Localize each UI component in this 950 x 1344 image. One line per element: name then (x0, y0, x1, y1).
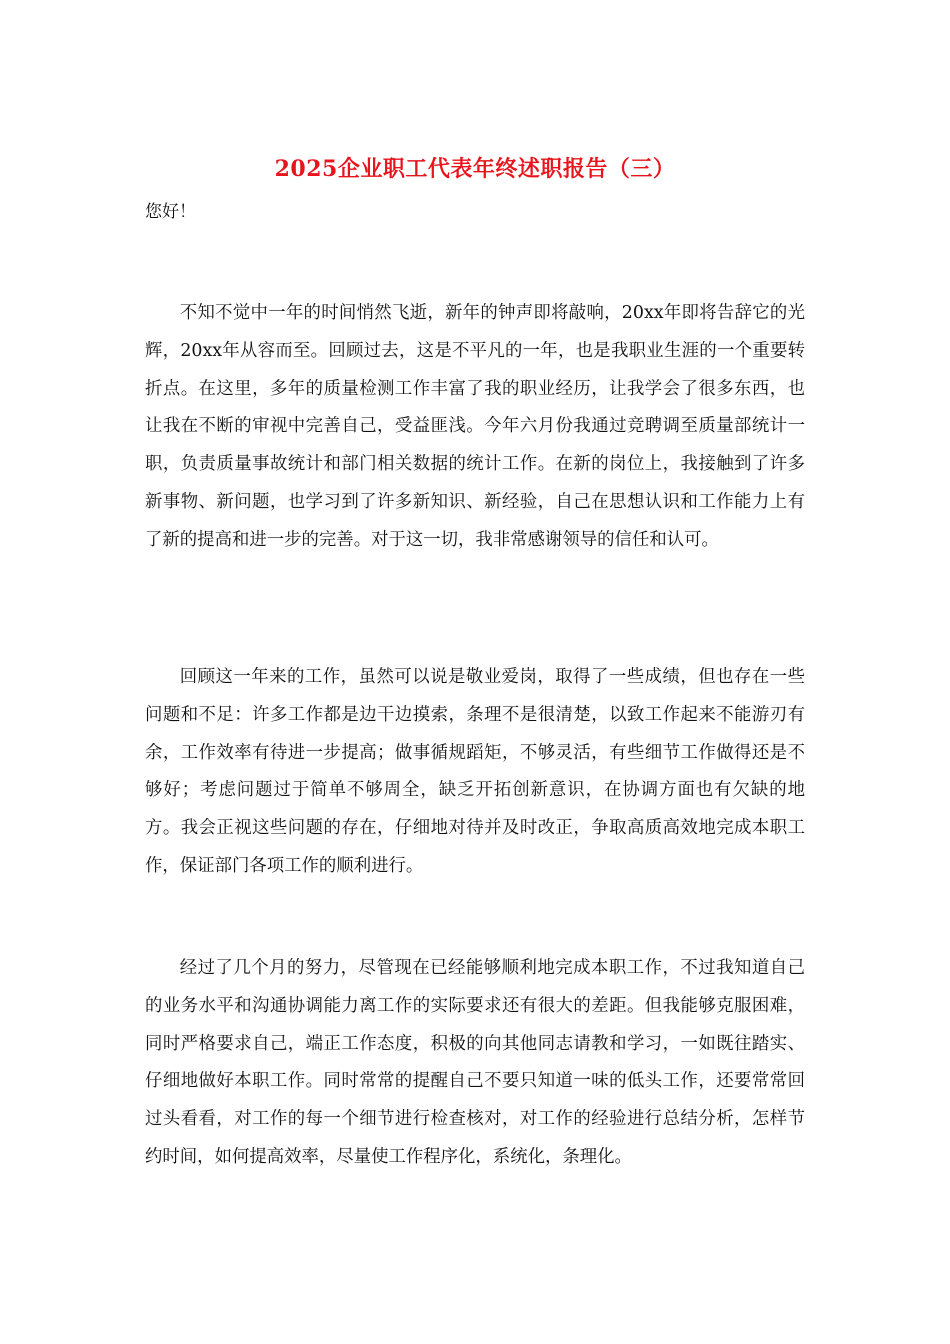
body-paragraph-3: 经过了几个月的努力，尽管现在已经能够顺利地完成本职工作，不过我知道自己的业务水平和沟通协调能力离工作的实际要求还有很大的差距。但我能够克服困难，同时严格要求自己，端正工作态度，积极的向其他同志请教和学习，一如既往踏实、仔细地做好本职工作。同时常常的提醒自己不要只知道一味的低头工作，还要常常回过头看看，对工作的每一个细节进行检查核对，对工作的经验进行总结分析，怎样节约时间，如何提高效率，尽量使工作程序化，系统化，条理化。 (145, 958, 805, 1167)
body-paragraph-1: 不知不觉中一年的时间悄然飞逝，新年的钟声即将敲响，20xx年即将告辞它的光辉，20xx年从容而至。回顾过去，这是不平凡的一年，也是我职业生涯的一个重要转折点。在这里，多年的质量检测工作丰富了我的职业经历，让我学会了很多东西，也让我在不断的审视中完善自己，受益匪浅。今年六月份我通过竞聘调至质量部统计一职，负责质量事故统计和部门相关数据的统计工作。在新的岗位上，我接触到了许多新事物、新问题，也学习到了许多新知识、新经验，自己在思想认识和工作能力上有了新的提高和进一步的完善。对于这一切，我非常感谢领导的信任和认可。 (145, 303, 805, 550)
document-title: 2025企业职工代表年终述职报告（三） (274, 156, 676, 182)
greeting-text: 您好！ (145, 202, 196, 222)
body-paragraph-2: 回顾这一年来的工作，虽然可以说是敬业爱岗，取得了一些成绩，但也存在一些问题和不足：许多工作都是边干边摸索，条理不是很清楚，以致工作起来不能游刃有余，工作效率有待进一步提高；做事循规蹈矩，不够灵活，有些细节工作做得还是不够好；考虑问题过于简单不够周全，缺乏开拓创新意识，在协调方面也有欠缺的地方。我会正视这些问题的存在，仔细地对待并及时改正，争取高质高效地完成本职工作，保证部门各项工作的顺利进行。 (145, 667, 805, 876)
